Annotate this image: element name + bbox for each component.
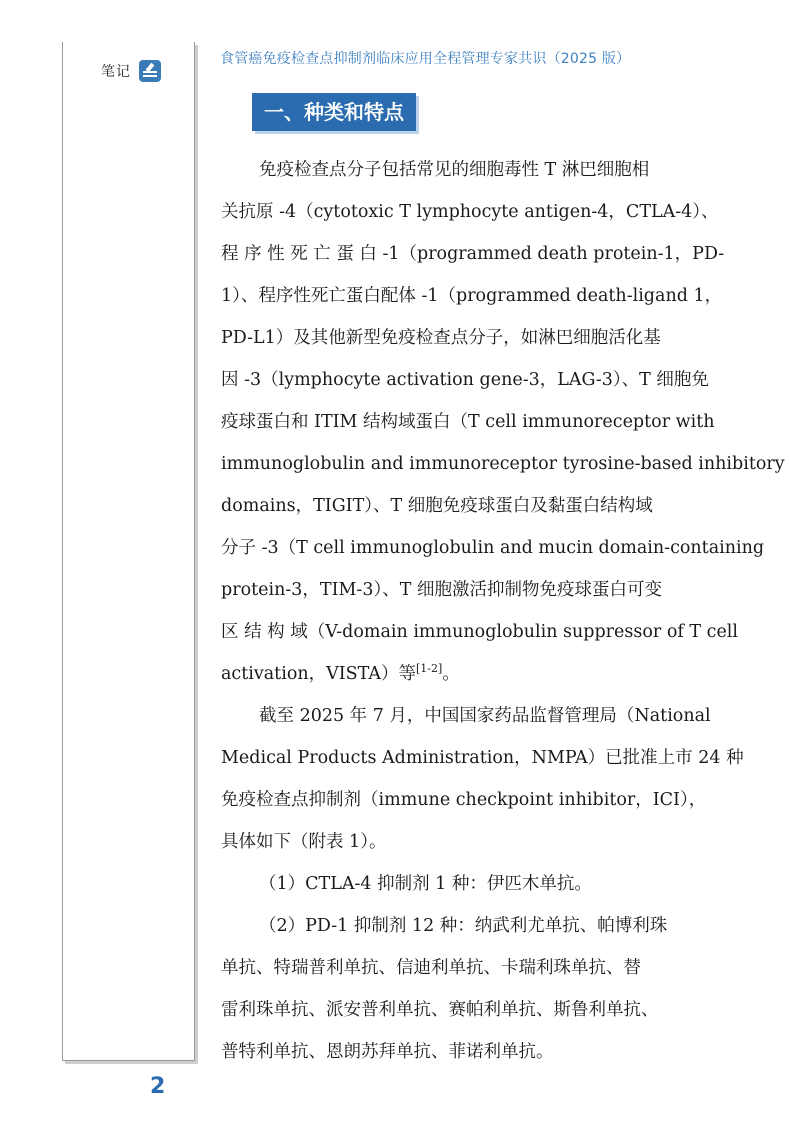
paragraph-line: 单抗、特瑞普利单抗、信迪利单抗、卡瑞利珠单抗、替 (221, 958, 641, 978)
citation-ref[interactable]: [1-2] (416, 662, 443, 676)
paragraph-line: PD-L1）及其他新型免疫检查点分子，如淋巴细胞活化基 (221, 328, 661, 348)
paragraph-line: immunoglobulin and immunoreceptor tyrosine-based inhibitory (221, 454, 785, 474)
pen-notes-icon (139, 60, 161, 82)
paragraph-line: 免疫检查点分子包括常见的细胞毒性 T 淋巴细胞相 (259, 160, 650, 180)
paragraph-line: 分子 -3（T cell immunoglobulin and mucin domain-containing (221, 538, 765, 558)
list-item-pd1: （2）PD-1 抑制剂 12 种：纳武利尤单抗、帕博利珠 (259, 916, 668, 936)
paragraph-line: 因 -3（lymphocyte activation gene-3，LAG-3）、T 细胞免 (221, 370, 709, 390)
running-header: 食管癌免疫检查点抑制剂临床应用全程管理专家共识（2025 版） (220, 51, 631, 67)
paragraph-line: 程 序 性 死 亡 蛋 白 -1（programmed death protein-1，PD- (221, 244, 725, 264)
paragraph-line: 普特利单抗、恩朗苏拜单抗、菲诺利单抗。 (221, 1042, 554, 1062)
paragraph-line: 雷利珠单抗、派安普利单抗、赛帕利单抗、斯鲁利单抗、 (221, 1000, 659, 1020)
paragraph-line: 截至 2025 年 7 月，中国国家药品监督管理局（National (259, 706, 711, 726)
paragraph-line: domains，TIGIT）、T 细胞免疫球蛋白及黏蛋白结构域 (221, 496, 653, 516)
paragraph-end-mark: 。 (442, 664, 460, 684)
notes-column (62, 42, 195, 1061)
section-heading: 一、种类和特点 (252, 93, 416, 131)
paragraph-line: Medical Products Administration，NMPA）已批准上市 24 种 (221, 748, 744, 768)
paragraph-line: 具体如下（附表 1）。 (221, 832, 387, 852)
notes-label (101, 60, 161, 82)
paragraph-line: 关抗原 -4（cytotoxic T lymphocyte antigen-4，CTLA-4）、 (221, 202, 719, 222)
page-number: 2 (150, 1074, 166, 1099)
notes-label-text: 笔记 (101, 64, 131, 80)
list-item-ctla4: （1）CTLA-4 抑制剂 1 种：伊匹木单抗。 (259, 874, 592, 894)
paragraph-last-line (221, 653, 726, 695)
paragraph-line: 疫球蛋白和 ITIM 结构域蛋白（T cell immunoreceptor with (221, 412, 715, 432)
paragraph-line: 区 结 构 域（V-domain immunoglobulin suppressor of T cell (221, 622, 738, 642)
paragraph-last-line-text: activation，VISTA）等 (221, 664, 417, 684)
body-text (221, 149, 785, 1073)
paragraph-line: 1）、程序性死亡蛋白配体 -1（programmed death-ligand 1， (221, 286, 723, 306)
paragraph-line: 免疫检查点抑制剂（immune checkpoint inhibitor，ICI）， (221, 790, 707, 810)
paragraph-line: protein-3，TIM-3）、T 细胞激活抑制物免疫球蛋白可变 (221, 580, 662, 600)
